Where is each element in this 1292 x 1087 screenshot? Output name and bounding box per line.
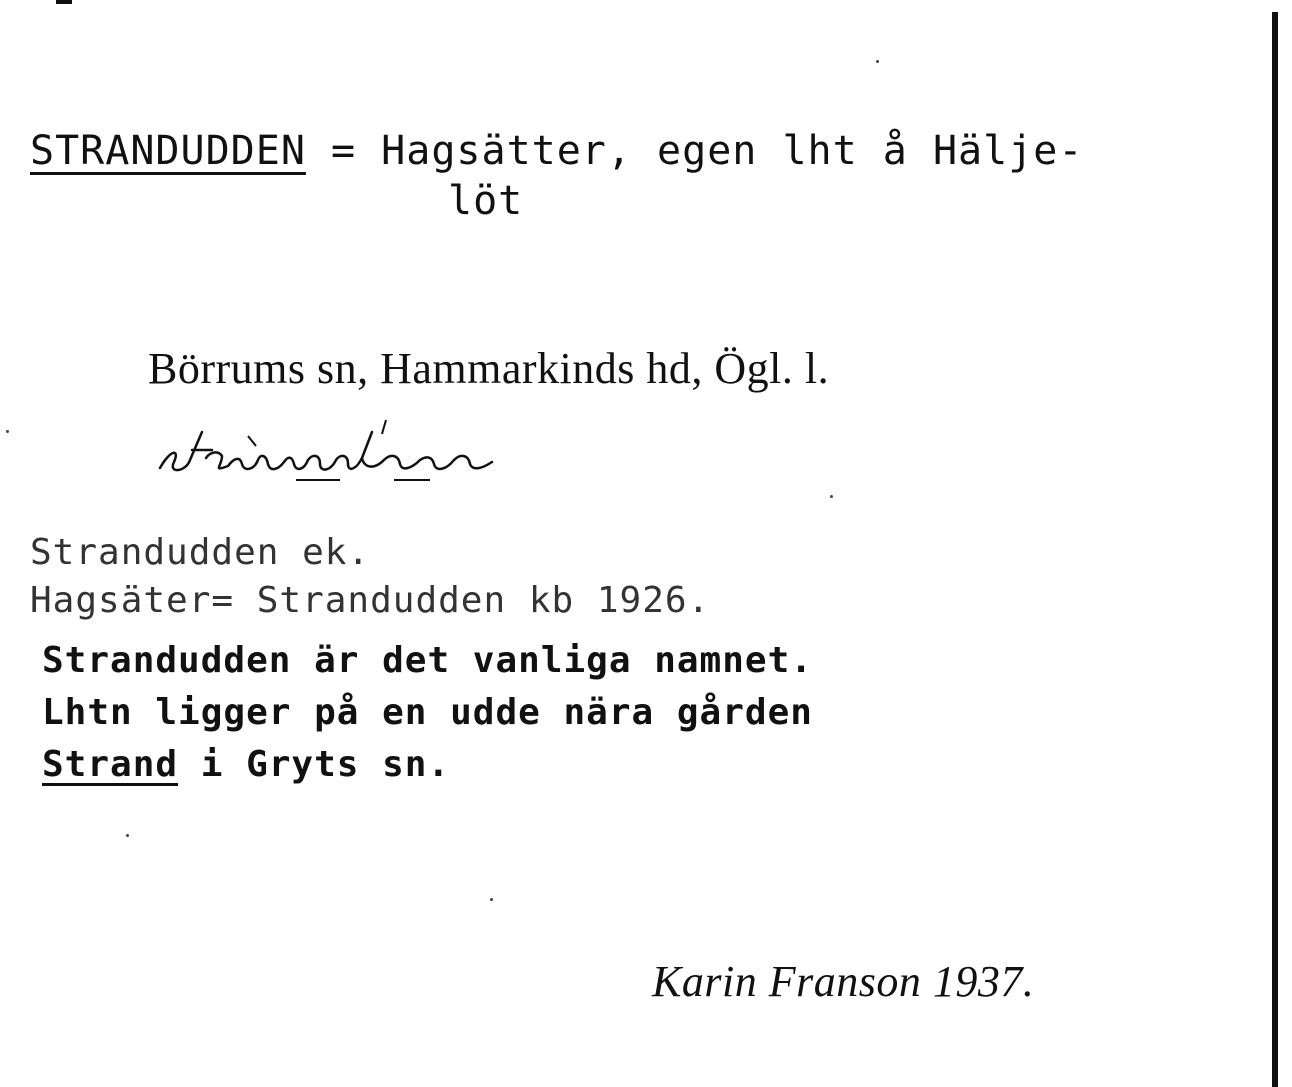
note-line-5 <box>42 744 450 785</box>
speck <box>830 495 833 498</box>
headword: STRANDUDDEN <box>30 128 306 174</box>
speck <box>6 430 9 433</box>
definition-continuation: löt <box>448 178 524 224</box>
headword-line <box>30 128 1083 174</box>
note-line-2: Hagsäter= Strandudden kb 1926. <box>30 580 711 621</box>
note-line-5-rest: i Gryts sn. <box>178 744 451 785</box>
card-edge-mark <box>56 0 72 4</box>
farm-name: Strand <box>42 744 179 785</box>
note-line-1: Strandudden ek. <box>30 532 371 573</box>
headword-definition: = Hagsätter, egen lht å Hälje- <box>305 128 1084 174</box>
card-right-border <box>1272 12 1278 1087</box>
speck <box>126 834 129 837</box>
speck <box>490 898 493 901</box>
handwritten-note <box>150 410 530 490</box>
speck <box>876 60 879 63</box>
location-line: Börrums sn, Hammarkinds hd, Ögl. l. <box>148 344 830 393</box>
note-line-4: Lhtn ligger på en udde nära gården <box>42 692 813 733</box>
signature: Karin Franson 1937. <box>652 957 1035 1006</box>
note-line-3: Strandudden är det vanliga namnet. <box>42 640 813 681</box>
